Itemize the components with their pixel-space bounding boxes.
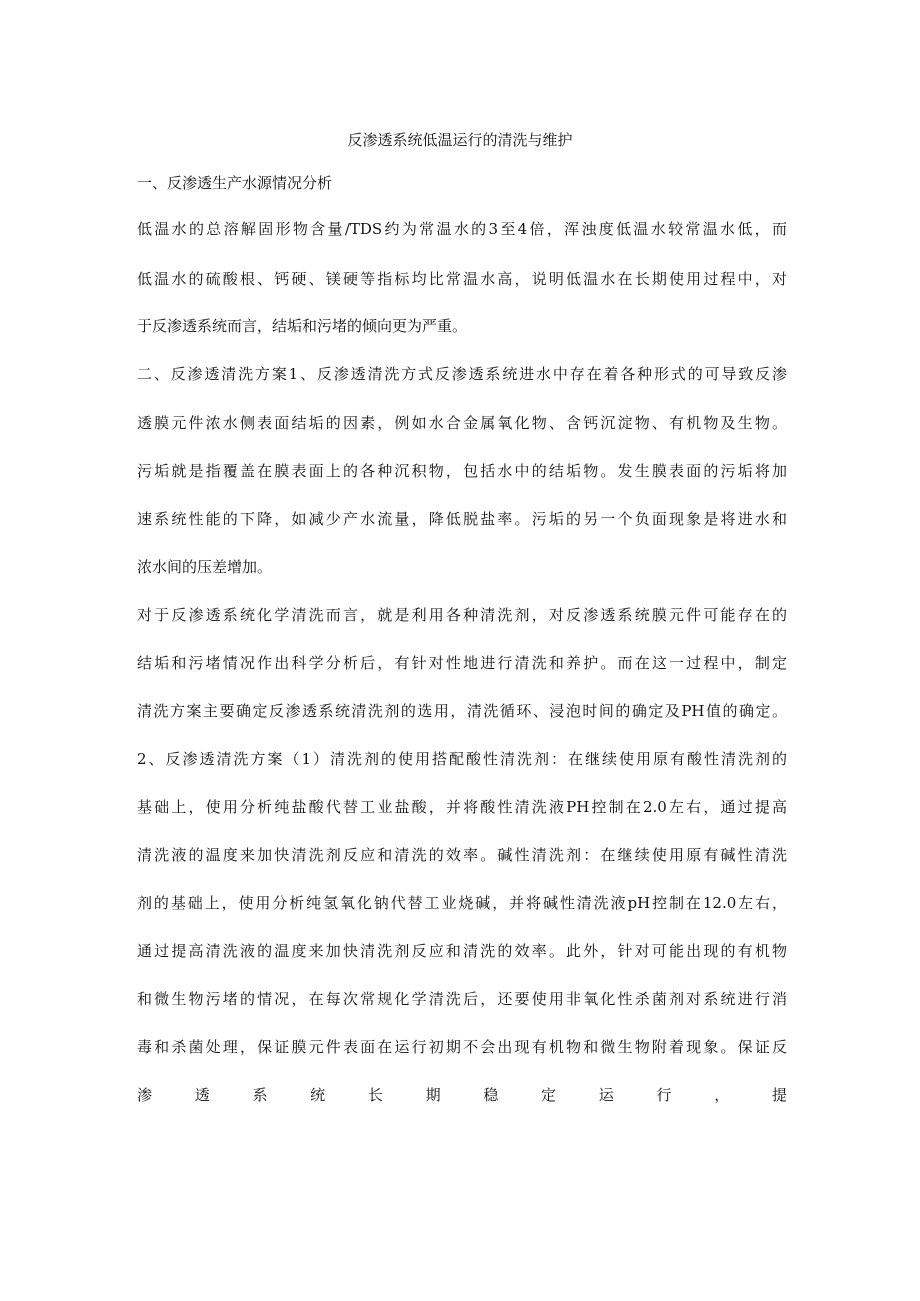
body-line: 速系统性能的下降，如减少产水流量，降低脱盐率。污垢的另一个负面现象是将进水和 [137, 510, 787, 528]
body-char: 统 [310, 1086, 326, 1104]
section-heading: 一、反渗透生产水源情况分析 [137, 174, 333, 192]
body-line: 透膜元件浓水侧表面结垢的因素，例如水合金属氧化物、含钙沉淀物、有机物及生物。 [137, 414, 787, 432]
body-char: 运 [598, 1086, 614, 1104]
body-char: ， [714, 1086, 730, 1104]
body-line: 结垢和污堵情况作出科学分析后，有针对性地进行清洗和养护。而在这一过程中，制定 [137, 654, 787, 672]
body-line: 清洗方案主要确定反渗透系统清洗剂的选用，清洗循环、浸泡时间的确定及PH值的确定。 [137, 702, 787, 720]
body-char: 稳 [483, 1086, 499, 1104]
body-char: 期 [425, 1086, 441, 1104]
body-line: 基础上，使用分析纯盐酸代替工业盐酸，并将酸性清洗液PH控制在2.0左右，通过提高 [137, 798, 787, 816]
body-line: 毒和杀菌处理，保证膜元件表面在运行初期不会出现有机物和微生物附着现象。保证反 [137, 1038, 787, 1056]
body-line: 浓水间的压差增加。 [137, 558, 273, 576]
body-line: 通过提高清洗液的温度来加快清洗剂反应和清洗的效率。此外，针对可能出现的有机物 [137, 942, 787, 960]
body-char: 透 [194, 1086, 210, 1104]
body-line: 2、反渗透清洗方案（1）清洗剂的使用搭配酸性清洗剂：在继续使用原有酸性清洗剂的 [137, 750, 787, 768]
body-line: 于反渗透系统而言，结垢和污堵的倾向更为严重。 [137, 317, 468, 335]
body-line: 污垢就是指覆盖在膜表面上的各种沉积物，包括水中的结垢物。发生膜表面的污垢将加 [137, 462, 787, 480]
body-line: 和微生物污堵的情况，在每次常规化学清洗后，还要使用非氧化性杀菌剂对系统进行消 [137, 990, 787, 1008]
body-line: 剂的基础上，使用分析纯氢氧化钠代替工业烧碱，并将碱性清洗液pH控制在12.0左右， [137, 894, 787, 912]
body-line: 二、反渗透清洗方案1、反渗透清洗方式反渗透系统进水中存在着各种形式的可导致反渗 [137, 365, 787, 383]
body-line: 低温水的硫酸根、钙硬、镁硬等指标均比常温水高，说明低温水在长期使用过程中，对 [137, 270, 787, 288]
body-char: 行 [656, 1086, 672, 1104]
body-line-spread [137, 1085, 787, 1105]
body-line: 低温水的总溶解固形物含量/TDS约为常温水的3至4倍，浑浊度低温水较常温水低，而 [137, 220, 787, 238]
body-line: 对于反渗透系统化学清洗而言，就是利用各种清洗剂，对反渗透系统膜元件可能存在的 [137, 606, 787, 624]
document-title: 反渗透系统低温运行的清洗与维护 [347, 131, 573, 149]
body-char: 定 [541, 1086, 557, 1104]
body-char: 渗 [137, 1086, 153, 1104]
body-char: 系 [252, 1086, 268, 1104]
body-char: 提 [771, 1086, 787, 1104]
body-char: 长 [367, 1086, 383, 1104]
body-line: 清洗液的温度来加快清洗剂反应和清洗的效率。碱性清洗剂：在继续使用原有碱性清洗 [137, 846, 787, 864]
